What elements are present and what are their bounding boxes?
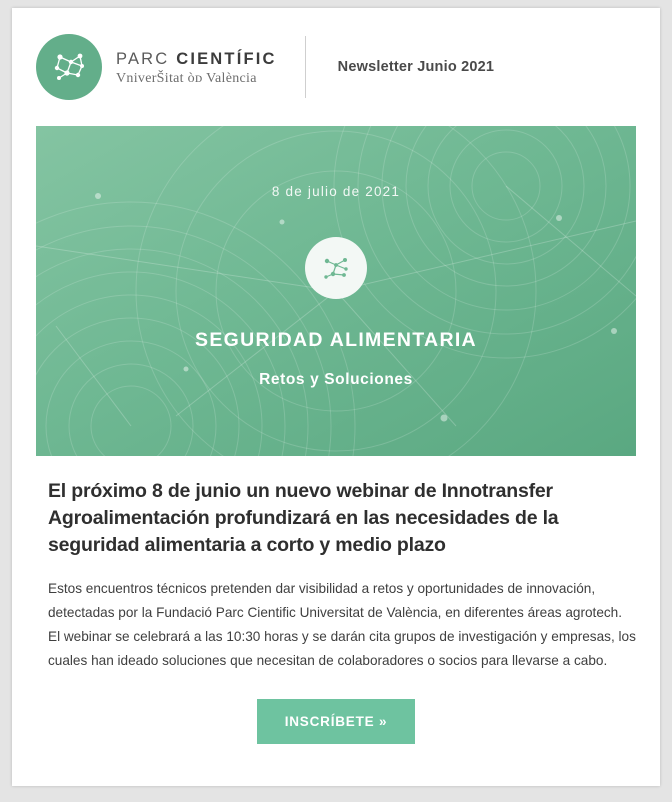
logo-line1-bold: CIENTÍFIC — [176, 49, 277, 68]
logo[interactable] — [36, 34, 277, 100]
hero-subtitle: Retos y Soluciones — [259, 371, 413, 388]
molecule-network-icon — [36, 34, 102, 100]
newsletter-header — [12, 8, 660, 126]
logo-line1-plain: PARC — [116, 49, 177, 68]
cta-row — [36, 699, 636, 744]
logo-wordmark — [116, 48, 277, 87]
newsletter-card — [12, 8, 660, 786]
hero-banner[interactable] — [36, 126, 636, 456]
hero-date: 8 de julio de 2021 — [271, 184, 401, 199]
article-paragraph: Estos encuentros técnicos pretenden dar visibilidad a retos y oportunidades de innovación, detectadas por la Fundació Parc Cientific Universitat de València, en diferentes áreas agrotech. El webinar se celebrará a las 10:30 horas y se darán cita grupos de investigación y empresas, los cuales han ideado soluciones que necesitan de colaboradores o socios para llevarse a cabo. — [48, 581, 636, 668]
molecule-network-icon — [305, 237, 367, 299]
header-divider — [305, 36, 306, 98]
hero-title: SEGURIDAD ALIMENTARIA — [195, 329, 477, 351]
article-body — [12, 478, 660, 778]
article-headline: El próximo 8 de junio un nuevo webinar de Innotransfer Agroalimentación profundizará en las necesidades de la seguridad alimentaria a corto y medio plazo — [48, 480, 559, 556]
inscribete-button[interactable]: INSCRÍBETE » — [257, 699, 416, 744]
bottom-spacer — [36, 744, 636, 778]
logo-line2: VniverŠitat òᴅ València — [116, 70, 257, 86]
newsletter-title: Newsletter Junio 2021 — [337, 59, 495, 75]
